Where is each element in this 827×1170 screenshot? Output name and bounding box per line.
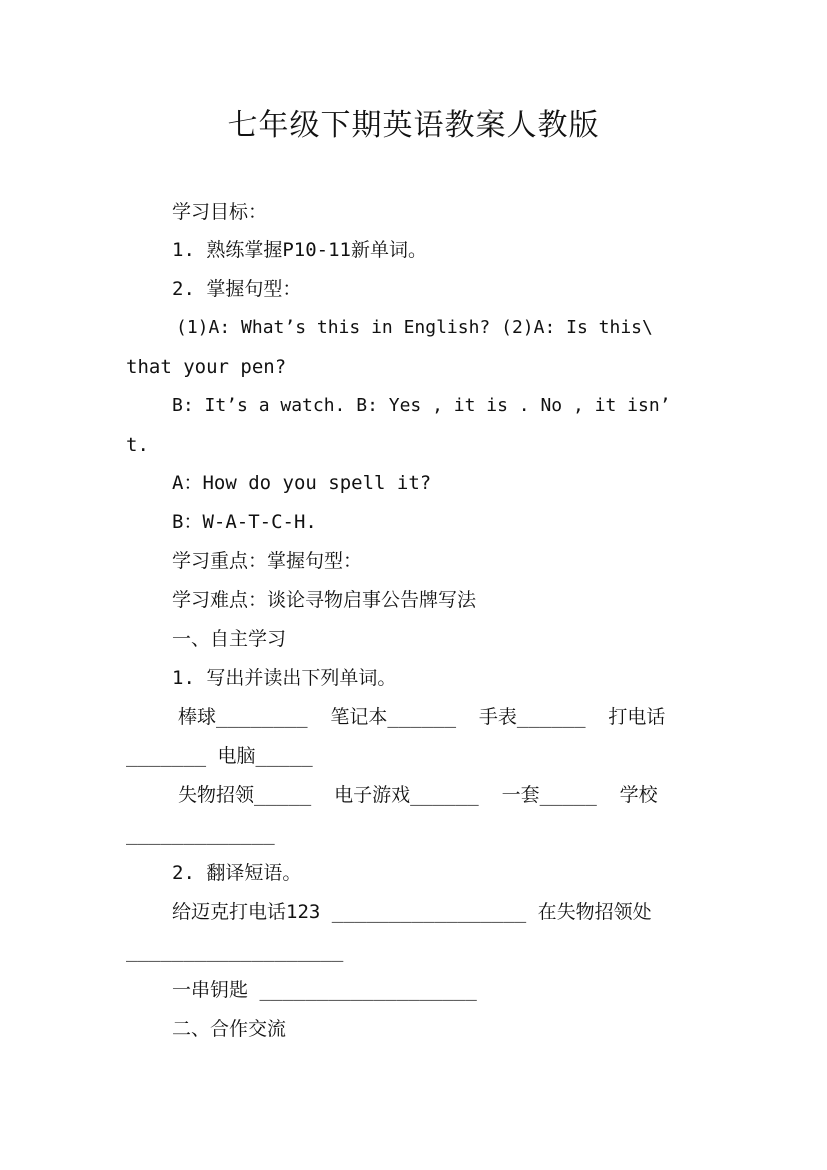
text-line: (1)A: What’s this in English? (2)A: Is this\ — [176, 317, 653, 338]
section-heading: 一、自主学习 — [172, 628, 287, 650]
text-line: _______ 电脑_____ — [126, 745, 313, 767]
text-line: 失物招领_____ 电子游戏______ 一套_____ 学校 — [178, 784, 658, 806]
text-line: 学习目标： — [172, 201, 268, 223]
text-line: 学习重点：掌握句型： — [172, 550, 363, 572]
text-line: 2. 掌握句型： — [172, 278, 302, 300]
text-line: 学习难点：谈论寻物启事公告牌写法 — [172, 589, 477, 611]
text-line: that your pen? — [126, 356, 287, 378]
text-line: B：W-A-T-C-H. — [172, 511, 317, 533]
text-line: A：How do you spell it? — [172, 472, 432, 494]
text-line: t. — [126, 434, 149, 456]
text-line: 给迈克打电话123 _________________ 在失物招领处 — [172, 901, 652, 923]
text-line: 棒球________ 笔记本______ 手表______ 打电话 — [178, 706, 666, 728]
text-line: 2. 翻译短语。 — [172, 862, 302, 884]
text-line: ___________________ — [126, 940, 344, 962]
section-heading: 二、合作交流 — [172, 1018, 287, 1040]
text-line: 1. 写出并读出下列单词。 — [172, 667, 397, 689]
text-line: 一串钥匙 ___________________ — [172, 979, 477, 1001]
text-line: _____________ — [126, 823, 275, 845]
document-title: 七年级下期英语教案人教版 — [227, 108, 600, 143]
text-line: B: It’s a watch. B: Yes , it is . No , it isn’ — [172, 395, 671, 416]
text-line: 1. 熟练掌握P10-11新单词。 — [172, 239, 427, 261]
